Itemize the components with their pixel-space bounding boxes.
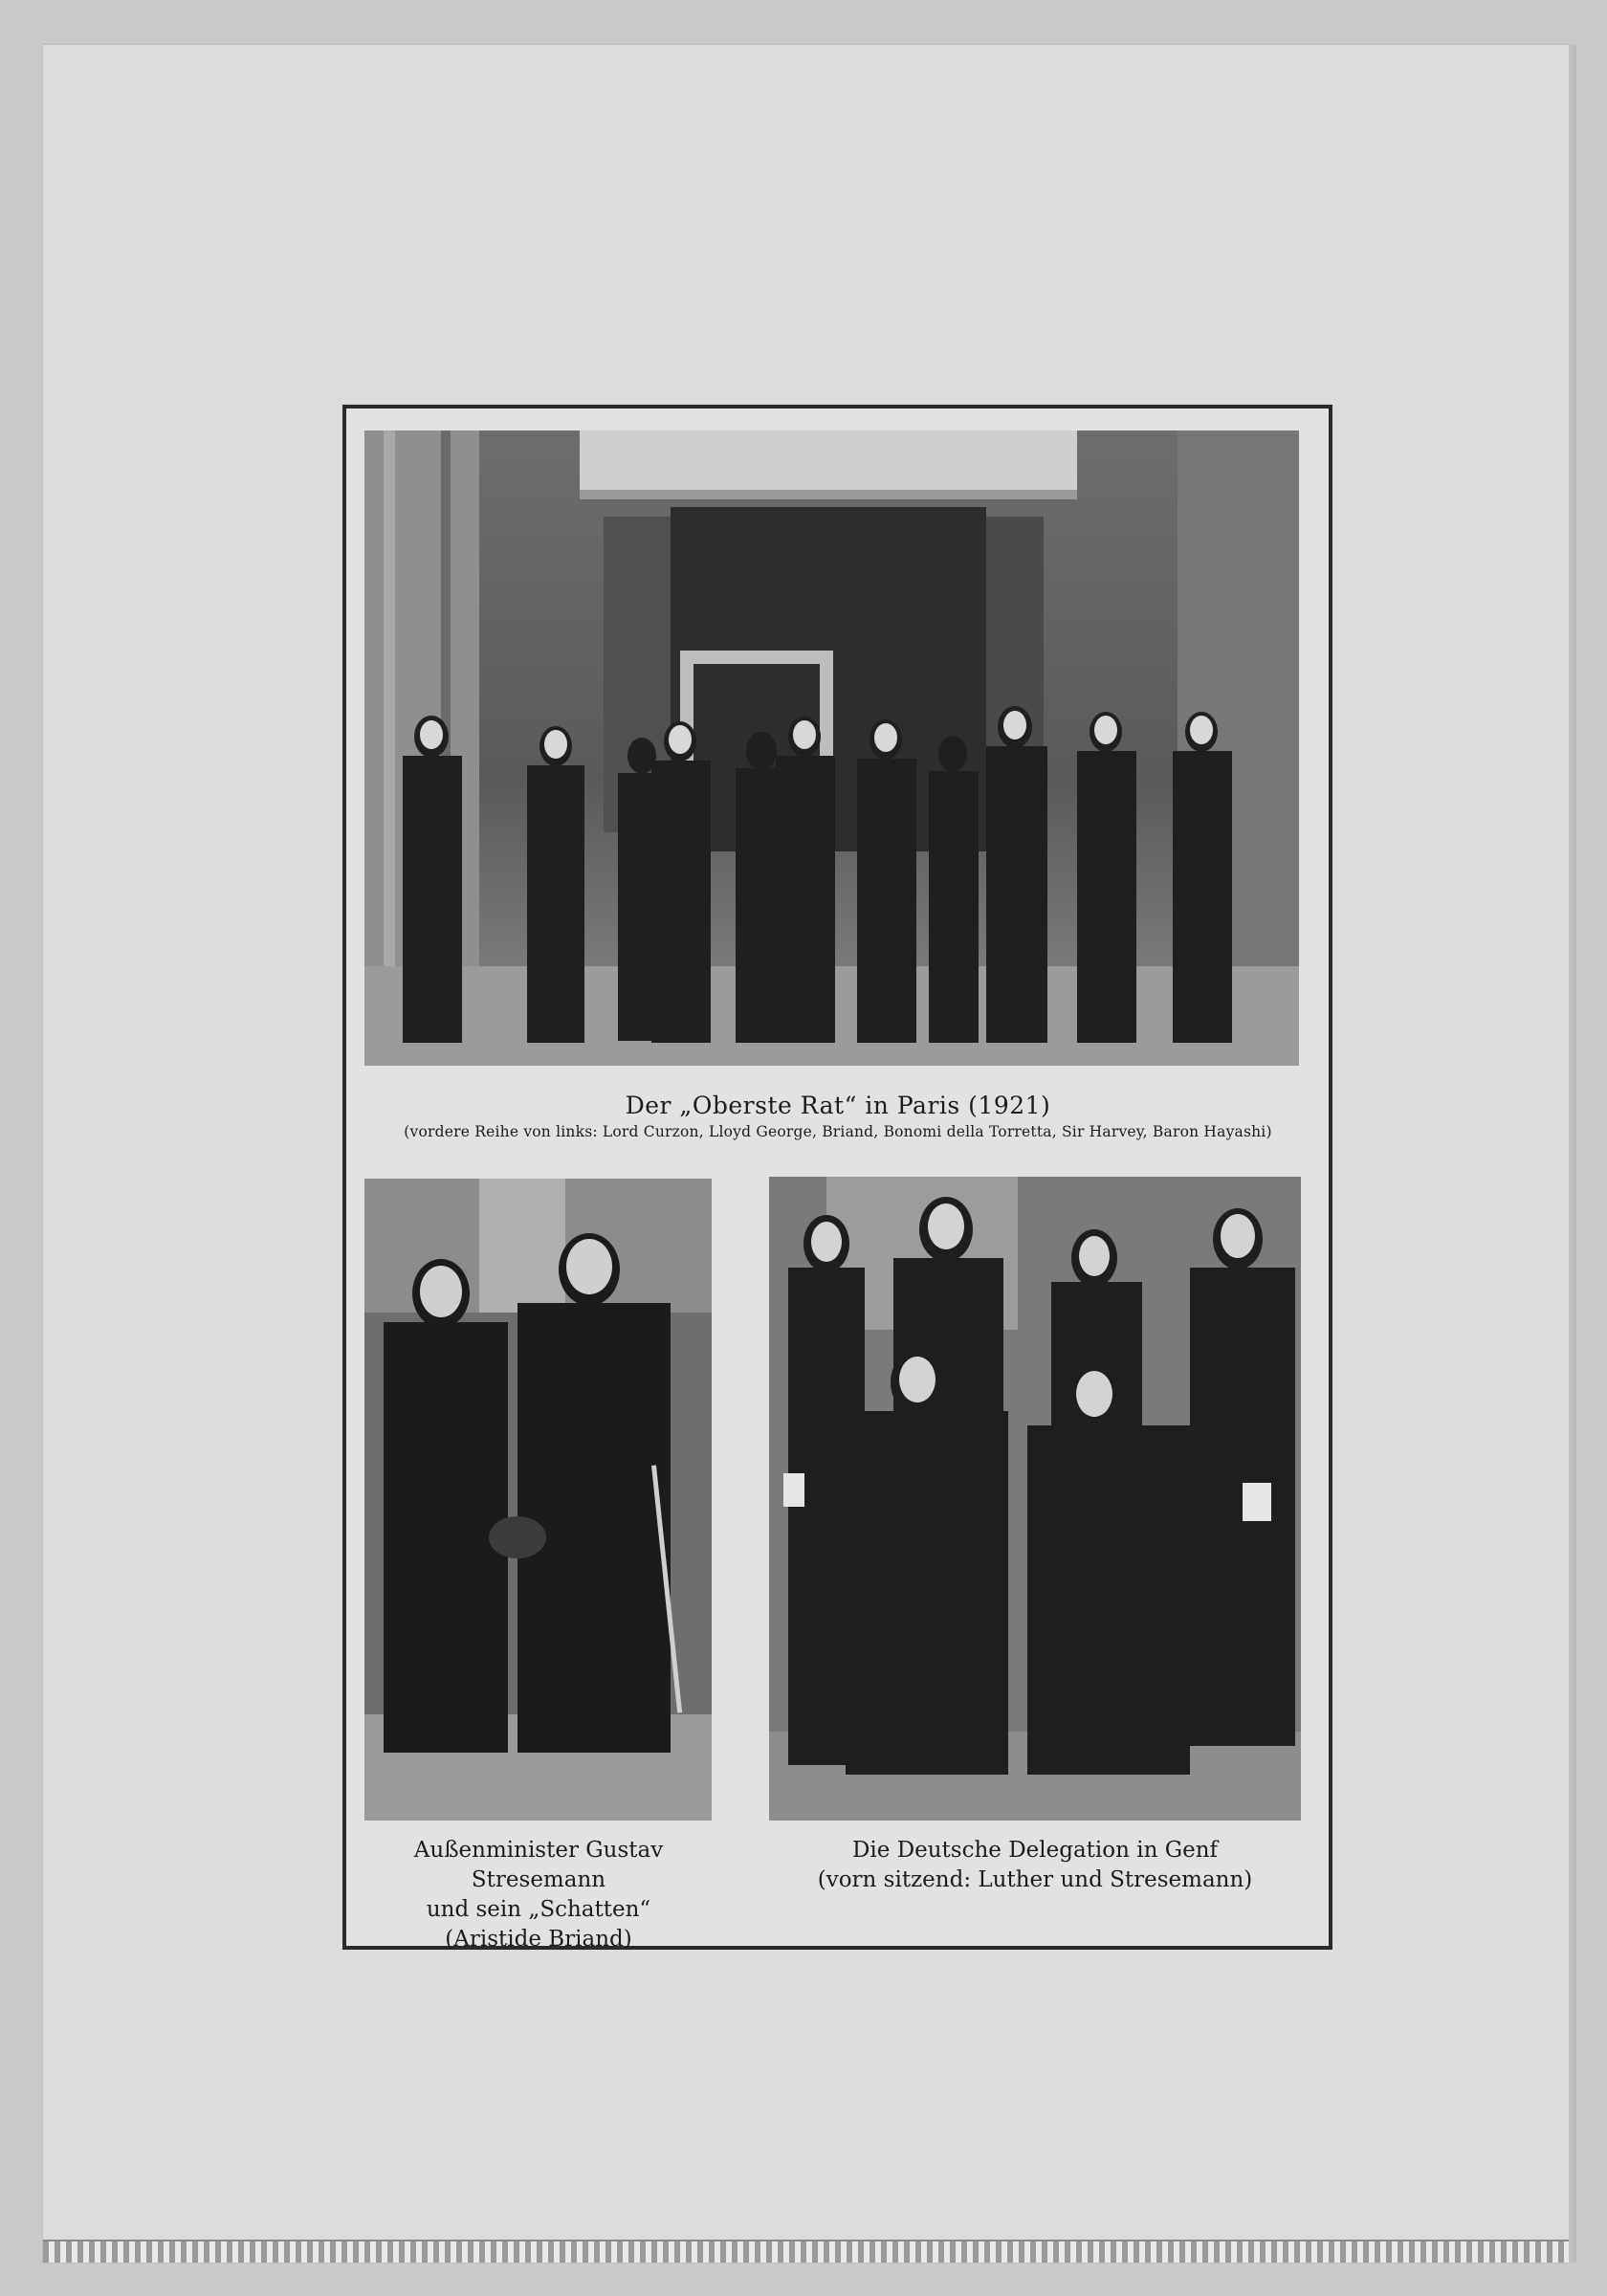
right-photo-caption: [758, 1836, 1312, 1895]
right-caption-line-1: Die Deutsche Delegation in Genf: [851, 1838, 1219, 1863]
right-delegation-photo: [769, 1177, 1301, 1821]
two-men-photo-icon: [364, 1179, 712, 1821]
group-portrait-photo-icon: [364, 430, 1299, 1066]
photo-plate: [342, 405, 1332, 1953]
album-sheet: [43, 45, 1569, 2263]
left-caption-line-3: (Aristide Briand): [445, 1927, 632, 1953]
top-caption-subtitle: (vordere Reihe von links: Lord Curzon, Lloyd George, Briand, Bonomi della Torretta, Sir Harvey, Baron Hayashi): [404, 1122, 1272, 1140]
left-stresemann-photo: [364, 1179, 712, 1821]
left-caption-line-1: Außenminister Gustav Stresemann: [413, 1838, 664, 1893]
sleeve-binding-strip: [43, 2240, 1569, 2263]
left-caption-line-2: und sein „Schatten“: [426, 1897, 651, 1923]
top-photo-caption: [356, 1090, 1320, 1142]
top-group-photo: [364, 430, 1299, 1066]
top-caption-title: Der „Oberste Rat“ in Paris (1921): [625, 1092, 1051, 1119]
sheet-edge: [1569, 45, 1576, 2263]
left-photo-caption: [356, 1836, 721, 1954]
right-caption-line-2: (vorn sitzend: Luther und Stresemann): [817, 1867, 1253, 1893]
delegation-photo-icon: [769, 1177, 1301, 1821]
